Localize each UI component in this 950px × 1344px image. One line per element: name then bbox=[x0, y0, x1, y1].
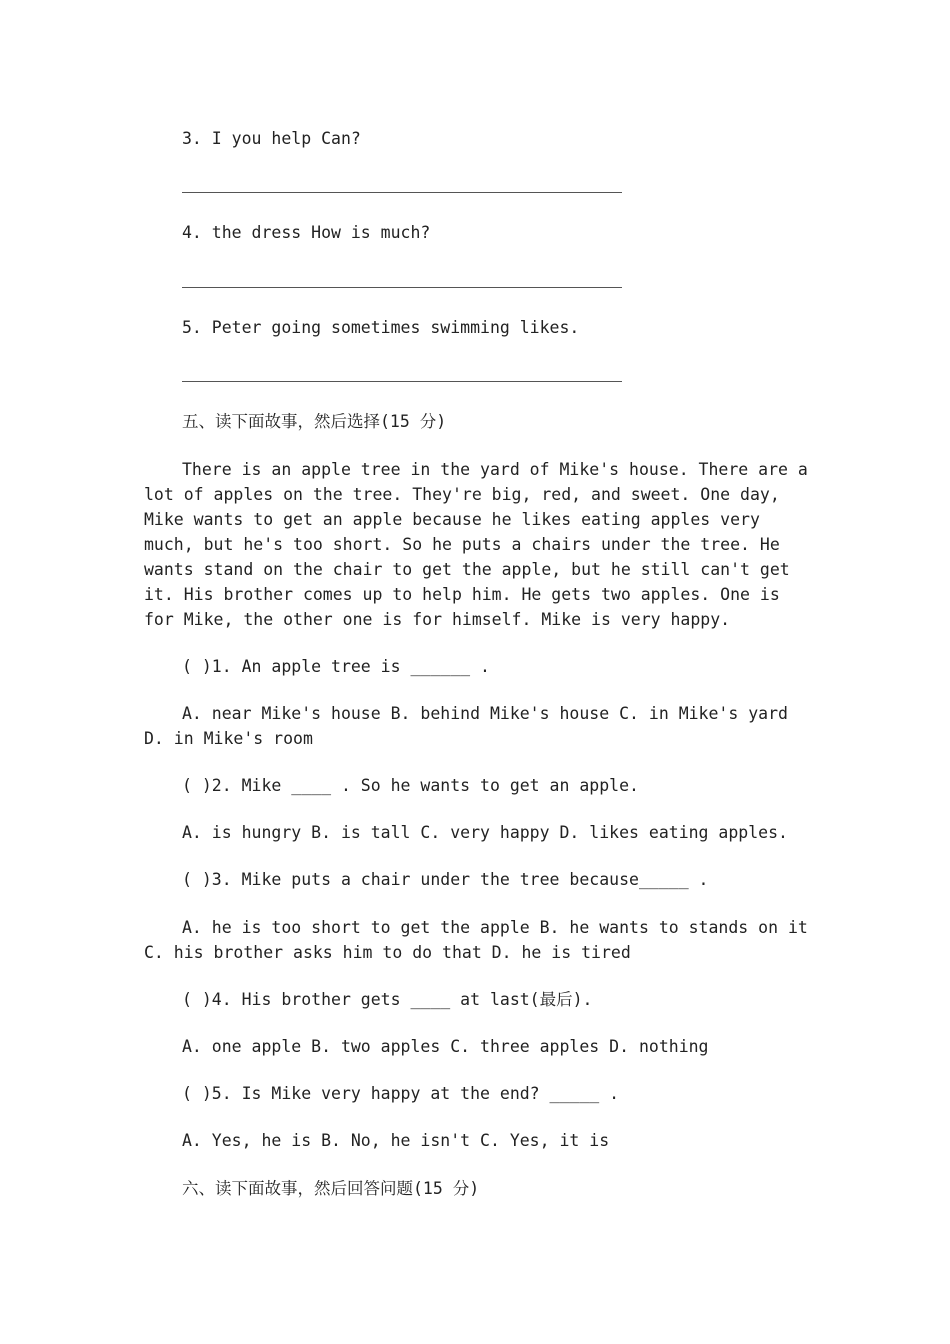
answer-line-4[interactable] bbox=[182, 287, 622, 288]
sentence-3: 3. I you help Can? bbox=[182, 129, 361, 148]
question-5: ( )5. Is Mike very happy at the end? _____ . bbox=[182, 1084, 620, 1103]
question-1: ( )1. An apple tree is ______ . bbox=[182, 657, 490, 676]
answer-line-3[interactable] bbox=[182, 192, 622, 193]
question-3: ( )3. Mike puts a chair under the tree because_____ . bbox=[182, 870, 709, 889]
section-5-heading: 五、读下面故事，然后选择(15 分) bbox=[182, 412, 447, 431]
section-6-heading: 六、读下面故事，然后回答问题(15 分) bbox=[182, 1179, 480, 1198]
sentence-5: 5. Peter going sometimes swimming likes. bbox=[182, 318, 580, 337]
answer-line-5[interactable] bbox=[182, 381, 622, 382]
question-1-options: A. near Mike's house B. behind Mike's house C. in Mike's yard D. in Mike's room bbox=[144, 704, 788, 748]
question-3-options: A. he is too short to get the apple B. he wants to stands on it C. his brother asks him to do that D. he is tired bbox=[144, 918, 808, 962]
question-2-options: A. is hungry B. is tall C. very happy D. likes eating apples. bbox=[182, 823, 788, 842]
question-2: ( )2. Mike ____ . So he wants to get an apple. bbox=[182, 776, 639, 795]
sentence-4: 4. the dress How is much? bbox=[182, 223, 431, 242]
question-4: ( )4. His brother gets ____ at last(最后). bbox=[182, 990, 593, 1009]
question-5-options: A. Yes, he is B. No, he isn't C. Yes, it is bbox=[182, 1131, 610, 1150]
question-4-options: A. one apple B. two apples C. three apples D. nothing bbox=[182, 1037, 709, 1056]
reading-passage: There is an apple tree in the yard of Mike's house. There are a lot of apples on the tree. They're big, red, and sweet. One day, Mike wants to get an apple because he likes eating apples very much, but he's too short. So he puts a chairs under the tree. He wants stand on the chair to get the apple, but he still can't get it. His brother comes up to help him. He gets two apples. One is for Mike, the other one is for himself. Mike is very happy. bbox=[144, 460, 808, 629]
